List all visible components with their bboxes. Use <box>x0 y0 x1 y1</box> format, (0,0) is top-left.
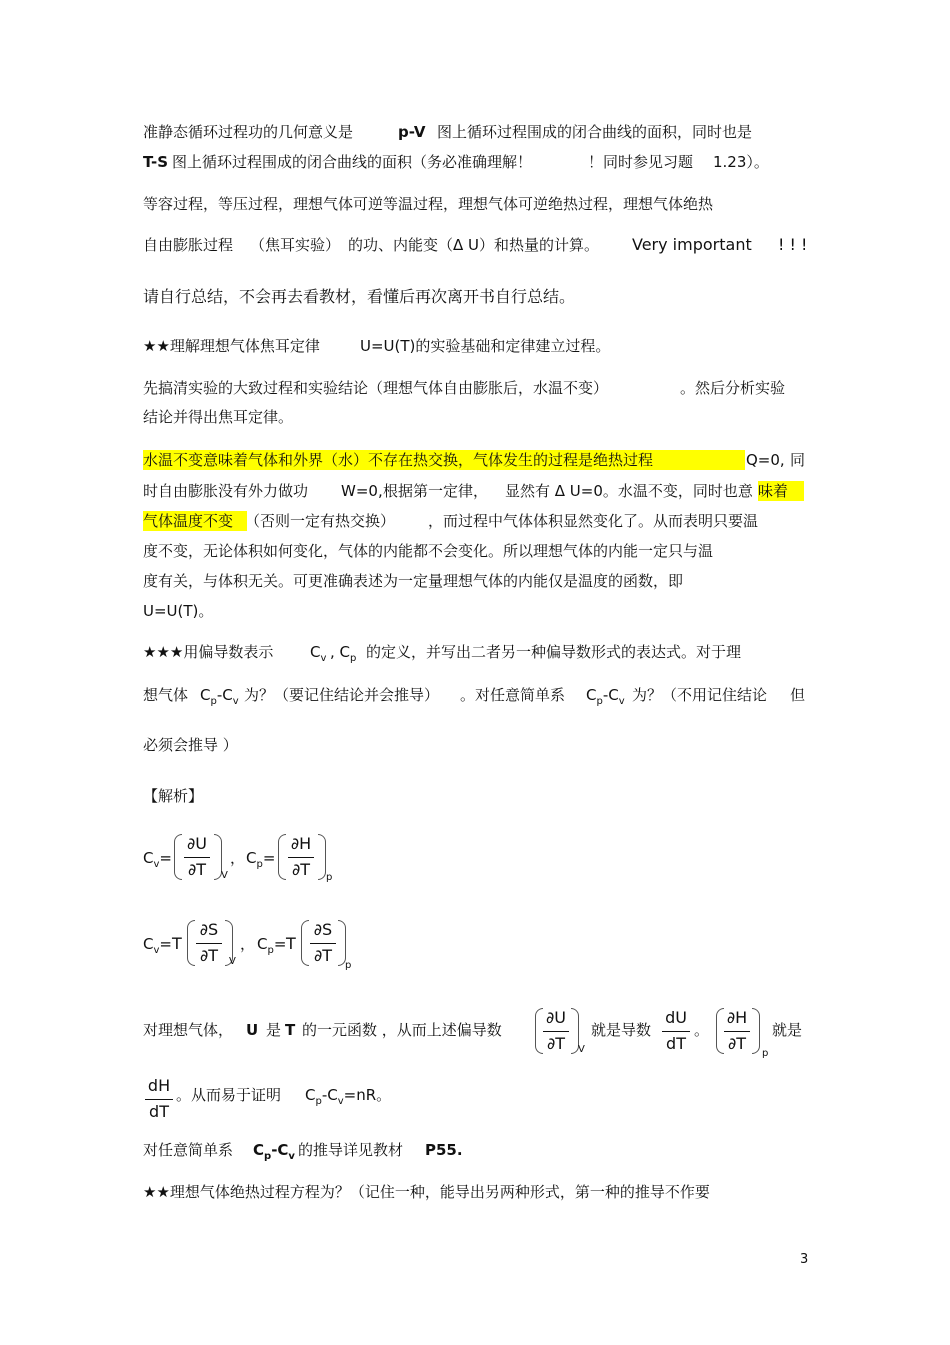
text: 想气体 <box>143 686 189 704</box>
text: 的推导详见教材 <box>298 1141 404 1159</box>
partial-fraction <box>543 1008 569 1054</box>
text-cp <box>330 642 356 665</box>
text: 结论并得出焦耳定律。 <box>143 408 294 426</box>
text: C <box>200 686 211 704</box>
text: U=U(T)。 <box>143 602 214 620</box>
subscript: V <box>221 870 228 881</box>
subscript: p <box>256 859 263 870</box>
cv-label <box>143 934 172 957</box>
text: , C <box>330 643 351 661</box>
denominator: ∂T <box>187 860 207 879</box>
text: C <box>310 643 321 661</box>
text-cp-cv <box>305 1085 391 1108</box>
subscript: p <box>596 696 603 707</box>
text: -C <box>602 686 619 704</box>
text: = <box>159 849 172 867</box>
numerator: ∂S <box>313 920 333 939</box>
subscript: p <box>345 960 352 971</box>
text: （焦耳实验） <box>250 236 341 254</box>
denominator: ∂T <box>727 1034 747 1053</box>
fraction-bar <box>310 943 336 944</box>
text: T <box>172 934 182 953</box>
text: 。对任意简单系 <box>460 686 566 704</box>
text: C <box>257 935 268 953</box>
subscript: p <box>264 1151 272 1162</box>
text: 对理想气体， <box>143 1021 234 1039</box>
text: T <box>286 934 296 953</box>
text: C <box>253 1141 265 1159</box>
fraction-bar <box>184 857 210 858</box>
text: 根据第一定律， <box>383 482 489 500</box>
highlighted-text: 气体温度不变 <box>143 511 247 531</box>
text: （否则一定有热交换） <box>245 512 396 530</box>
text: ， <box>240 935 256 953</box>
text-bold: P55. <box>425 1141 463 1159</box>
subscript: v <box>288 1151 295 1162</box>
text: = <box>262 849 276 867</box>
page-number: 3 <box>800 1252 809 1267</box>
text: ！同时参见习题 <box>588 153 694 171</box>
text: ， <box>230 849 246 867</box>
subscript: p <box>315 1096 322 1107</box>
subscript: p <box>210 696 217 707</box>
denominator: dT <box>666 1034 686 1053</box>
left-paren <box>278 834 286 880</box>
fraction-bar <box>662 1031 690 1032</box>
text: = <box>159 935 172 953</box>
text: 对任意简单系 <box>143 1141 234 1159</box>
partial-fraction <box>184 834 210 880</box>
text: 度有关，与体积无关。可更准确表述为一定量理想气体的内能仅是温度的函数，即 <box>143 572 684 590</box>
text-cp-cv <box>200 685 239 708</box>
highlighted-text: 味着 <box>758 481 804 501</box>
text: 先搞清实验的大致过程和实验结论（理想气体自由膨胀后，水温不变） <box>143 379 609 397</box>
denominator: dT <box>149 1102 169 1121</box>
text: -C <box>216 686 233 704</box>
subscript: V <box>578 1044 585 1055</box>
text-bold: U <box>246 1021 259 1039</box>
numerator: dU <box>665 1008 687 1027</box>
cp-label <box>246 848 275 871</box>
text: C <box>586 686 597 704</box>
text: 时自由膨胀没有外力做功 <box>143 482 309 500</box>
text: 就是 <box>772 1021 803 1039</box>
numerator: ∂H <box>290 834 312 853</box>
subscript: v <box>320 653 327 664</box>
text: = <box>273 935 287 953</box>
text: -C <box>271 1141 289 1159</box>
text: ! ! ! <box>778 235 808 254</box>
text: Very important <box>632 235 752 254</box>
text: 【解析】 <box>143 787 204 805</box>
text: ★★★用偏导数表示 <box>143 643 274 661</box>
partial-fraction <box>310 920 336 966</box>
right-paren <box>318 834 326 880</box>
text: 为？（要记住结论并会推导） <box>244 686 440 704</box>
text-bold: p-V <box>398 123 426 141</box>
highlighted-text: 水温不变意味着气体和外界（水）不存在热交换，气体发生的过程是绝热过程 <box>143 450 745 470</box>
left-paren <box>187 920 195 966</box>
text: 请自行总结，不会再去看教材，看懂后再次离开书自行总结。 <box>143 287 576 306</box>
denominator: ∂T <box>546 1034 566 1053</box>
text: 的一元函数 ，从而上述偏导数 <box>302 1021 502 1039</box>
subscript: v <box>232 696 239 707</box>
fraction-bar <box>724 1031 750 1032</box>
text: 必须会推导 ） <box>143 736 238 754</box>
fraction-bar <box>288 857 314 858</box>
text: C <box>143 849 154 867</box>
right-paren <box>752 1008 760 1054</box>
denominator: ∂T <box>291 860 311 879</box>
partial-fraction <box>288 834 314 880</box>
fraction-bar <box>196 943 222 944</box>
numerator: ∂U <box>187 834 207 853</box>
text: 是 <box>266 1021 282 1039</box>
subscript: p <box>267 945 274 956</box>
left-paren <box>174 834 182 880</box>
cp-label <box>257 934 286 957</box>
text: 自由膨胀过程 <box>143 236 234 254</box>
text: U=U(T)的实验基础和定律建立过程。 <box>360 337 611 355</box>
subscript: v <box>618 696 625 707</box>
text: 等容过程，等压过程，理想气体可逆等温过程，理想气体可逆绝热过程，理想气体绝热 <box>143 195 714 213</box>
text: =nR。 <box>343 1086 392 1104</box>
partial-fraction <box>724 1008 750 1054</box>
left-paren <box>301 920 309 966</box>
text: 显然有 Δ U=0。水温不变，同时也意 <box>505 482 753 500</box>
denominator: ∂T <box>199 946 219 965</box>
text: 的功、内能变（Δ U）和热量的计算。 <box>348 236 600 254</box>
text: ，而过程中气体体积显然变化了。从而表明只要温 <box>428 512 759 530</box>
numerator: ∂H <box>726 1008 748 1027</box>
text: C <box>246 849 257 867</box>
text: 1.23）。 <box>713 153 769 171</box>
subscript: v <box>153 859 160 870</box>
subscript: v <box>153 945 160 956</box>
total-derivative-fraction <box>145 1076 173 1122</box>
cv-label <box>143 848 172 871</box>
text-cv <box>310 642 326 665</box>
text: 度不变，无论体积如何变化，气体的内能都不会变化。所以理想气体的内能一定只与温 <box>143 542 714 560</box>
denominator: ∂T <box>313 946 333 965</box>
text: ★★理想气体绝热过程方程为？（记住一种，能导出另两种形式，第一种的推导不作要 <box>143 1183 710 1201</box>
text: 为？（不用记住结论 <box>632 686 768 704</box>
total-derivative-fraction <box>662 1008 690 1054</box>
subscript: p <box>762 1048 769 1059</box>
text-cp-cv <box>586 685 625 708</box>
text: C <box>143 935 154 953</box>
partial-fraction <box>196 920 222 966</box>
text: W=0, <box>341 482 383 500</box>
text: 准静态循环过程功的几何意义是 <box>143 123 354 141</box>
fraction-bar <box>543 1031 569 1032</box>
left-paren <box>535 1008 543 1054</box>
subscript: v <box>337 1096 344 1107</box>
text: 。然后分析实验 <box>680 379 786 397</box>
text-bold: T-S <box>143 153 169 171</box>
text: ★★理解理想气体焦耳定律 <box>143 337 320 355</box>
numerator: dH <box>147 1076 171 1095</box>
text: C <box>305 1086 316 1104</box>
text: 同 <box>790 451 806 469</box>
subscript: p <box>326 872 333 883</box>
text: 但 <box>790 686 806 704</box>
text-bold: T <box>285 1021 296 1039</box>
numerator: ∂U <box>546 1008 566 1027</box>
text: 就是导数 <box>591 1021 652 1039</box>
text-cp-cv <box>253 1140 295 1163</box>
text: 。从而易于证明 <box>176 1086 282 1104</box>
text: 图上循环过程围成的闭合曲线的面积（务必准确理解！ <box>172 153 533 171</box>
text: 。 <box>694 1021 710 1039</box>
numerator: ∂S <box>199 920 219 939</box>
subscript: V <box>229 956 236 967</box>
fraction-bar <box>145 1099 173 1100</box>
text: -C <box>321 1086 338 1104</box>
text: Q=0, <box>746 451 785 469</box>
subscript: p <box>350 653 357 664</box>
text: 图上循环过程围成的闭合曲线的面积，同时也是 <box>437 123 753 141</box>
left-paren <box>716 1008 724 1054</box>
text: 的定义，并写出二者另一种偏导数形式的表达式。对于理 <box>366 643 742 661</box>
